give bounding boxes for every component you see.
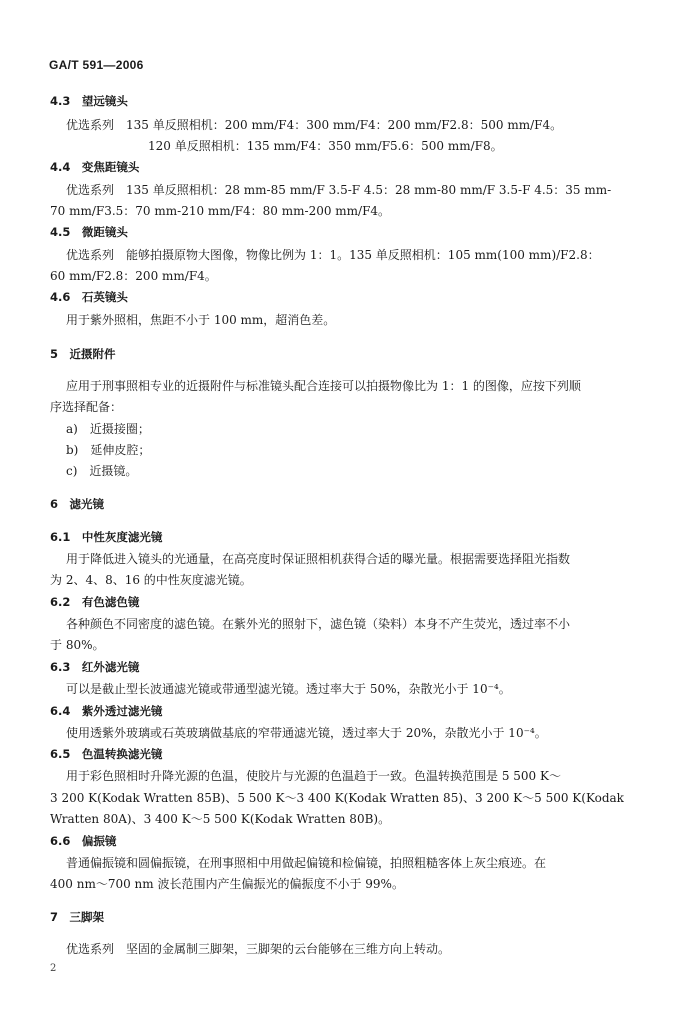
section-6-3-title: 6.3 红外滤光镜 [50,660,140,674]
section-4-6-title: 4.6 石英镜头 [50,290,128,304]
section-6-1-title: 6.1 中性灰度滤光镜 [50,530,163,544]
section-6-5-line3: Wratten 80A)、3 400 K～5 500 K(Kodak Wratten 80B)。 [50,812,391,826]
section-4-4-line1: 优选系列 135 单反照相机：28 mm-85 mm/F 3.5-F 4.5：28 mm-80 mm/F 3.5-F 4.5：35 mm- [66,183,612,197]
section-6-3-line1: 可以是截止型长波通滤光镜或带通型滤光镜。透过率大于 50%，杂散光小于 10⁻⁴。 [66,682,511,696]
section-6-2-line1: 各种颜色不同密度的滤色镜。在紫外光的照射下，滤色镜（染料）本身不产生荧光，透过率不小 [66,617,571,631]
section-5-line2: 序选择配备： [50,400,123,414]
section-5-item-c: c) 近摄镜。 [66,464,138,478]
section-6-5-line1: 用于彩色照相时升降光源的色温，使胶片与光源的色温趋于一致。色温转换范围是 5 500 K～ [66,769,561,783]
section-4-5-title: 4.5 微距镜头 [50,225,128,239]
section-6-4-title: 6.4 紫外透过滤光镜 [50,704,163,718]
section-5-item-a: a) 近摄接圈； [66,422,150,436]
section-6-title: 6 滤光镜 [50,497,105,511]
section-6-2-line2: 于 80%。 [50,638,105,652]
section-4-3-title: 4.3 望远镜头 [50,94,128,108]
page-number: 2 [50,963,57,974]
section-5-title: 5 近摄附件 [50,347,116,361]
section-6-5-line2: 3 200 K(Kodak Wratten 85B)、5 500 K～3 400 K(Kodak Wratten 85)、3 200 K～5 500 K(Kodak [50,791,624,805]
section-6-6-title: 6.6 偏振镜 [50,834,117,848]
section-6-2-title: 6.2 有色滤色镜 [50,595,140,609]
section-4-4-title: 4.4 变焦距镜头 [50,160,140,174]
section-4-5-line2: 60 mm/F2.8：200 mm/F4。 [50,269,217,283]
section-4-4-line2: 70 mm/F3.5：70 mm-210 mm/F4：80 mm-200 mm/F4。 [50,204,391,218]
section-7-line1: 优选系列 坚固的金属制三脚架，三脚架的云台能够在三维方向上转动。 [66,942,451,956]
section-6-6-line2: 400 nm～700 nm 波长范围内产生偏振光的偏振度不小于 99%。 [50,877,404,891]
section-4-3-line1: 优选系列 135 单反照相机：200 mm/F4：300 mm/F4：200 mm/F2.8：500 mm/F4。 [66,118,563,132]
section-4-5-line1: 优选系列 能够拍摄原物大图像，物像比例为 1：1。135 单反照相机：105 mm(100 mm)/F2.8： [66,248,600,262]
section-4-6-line1: 用于紫外照相，焦距不小于 100 mm，超消色差。 [66,313,336,327]
section-5-item-b: b) 延伸皮腔； [66,443,151,457]
section-6-1-line2: 为 2、4、8、16 的中性灰度滤光镜。 [50,573,252,587]
section-6-5-title: 6.5 色温转换滤光镜 [50,747,163,761]
section-4-3-line2: 120 单反照相机：135 mm/F4：350 mm/F5.6：500 mm/F8。 [148,139,503,153]
section-6-1-line1: 用于降低进入镜头的光通量，在高亮度时保证照相机获得合适的曝光量。根据需要选择阻光指数 [66,552,571,566]
section-6-6-line1: 普通偏振镜和圆偏振镜，在刑事照相中用做起偏镜和检偏镜，拍照粗糙客体上灰尘痕迹。在 [66,856,547,870]
section-5-line1: 应用于刑事照相专业的近摄附件与标准镜头配合连接可以拍摄物像比为 1：1 的图像，应按下列顺 [66,379,581,393]
section-6-4-line1: 使用透紫外玻璃或石英玻璃做基底的窄带通滤光镜，透过率大于 20%，杂散光小于 10⁻⁴。 [66,726,547,740]
section-7-title: 7 三脚架 [50,910,105,924]
standard-code-header: GA/T 591—2006 [49,58,144,72]
